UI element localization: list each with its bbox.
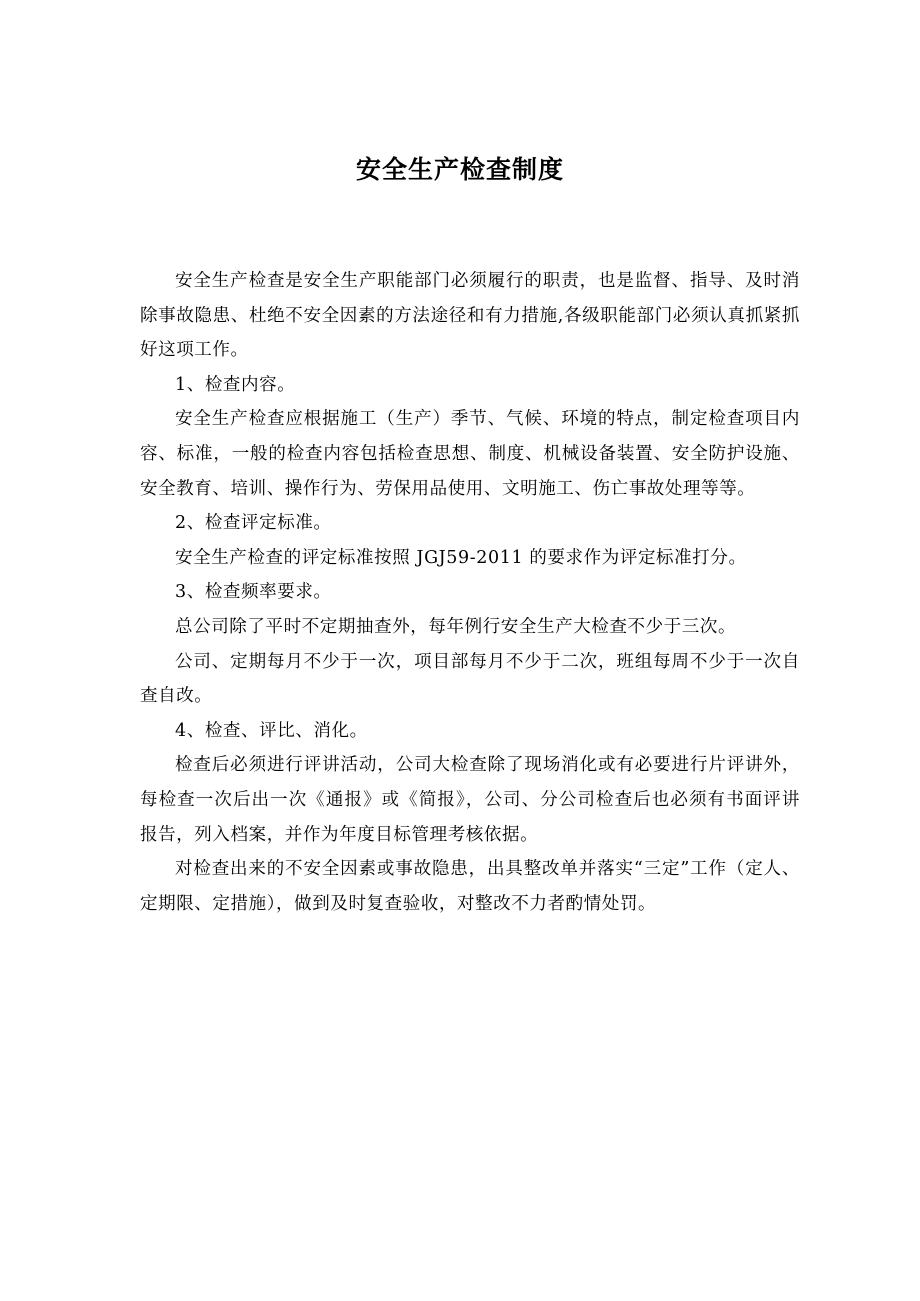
paragraph-intro: 安全生产检查是安全生产职能部门必须履行的职责，也是监督、指导、及时消除事故隐患、杜绝不安全因素的方法途径和有力措施,各级职能部门必须认真抓紧抓好这项工作。 bbox=[140, 271, 800, 361]
heading-evaluation-standard: 2、检查评定标准。 bbox=[175, 513, 332, 534]
heading-review-and-follow-up: 4、检查、评比、消化。 bbox=[175, 720, 368, 741]
document-title: 安全生产检查制度 bbox=[355, 155, 564, 184]
heading-inspection-content: 1、检查内容。 bbox=[175, 374, 296, 395]
paragraph-rectification: 对检查出来的不安全因素或事故隐患，出具整改单并落实“三定”工作（定人、定期限、定措施），做到及时复查验收，对整改不力者酌情处罚。 bbox=[140, 859, 800, 914]
paragraph-evaluation-standard: 安全生产检查的评定标准按照 JGJ59-2011 的要求作为评定标准打分。 bbox=[175, 547, 747, 568]
heading-frequency-requirements: 3、检查频率要求。 bbox=[175, 582, 332, 603]
paragraph-company-frequency: 公司、定期每月不少于一次，项目部每月不少于二次，班组每周不少于一次自查自改。 bbox=[140, 651, 800, 707]
paragraph-inspection-content: 安全生产检查应根据施工（生产）季节、气候、环境的特点，制定检查项目内容、标准，一般的检查内容包括检查思想、制度、机械设备装置、安全防护设施、安全教育、培训、操作行为、劳保用品使用、文明施工、伤亡事故处理等等。 bbox=[140, 409, 800, 499]
document-body bbox=[140, 264, 800, 921]
paragraph-head-office-frequency: 总公司除了平时不定期抽查外，每年例行安全生产大检查不少于三次。 bbox=[175, 616, 737, 637]
paragraph-review-process: 检查后必须进行评讲活动，公司大检查除了现场消化或有必要进行片评讲外，每检查一次后出一次《通报》或《简报》，公司、分公司检查后也必须有书面评讲报告，列入档案，并作为年度目标管理考核依据。 bbox=[140, 755, 800, 845]
